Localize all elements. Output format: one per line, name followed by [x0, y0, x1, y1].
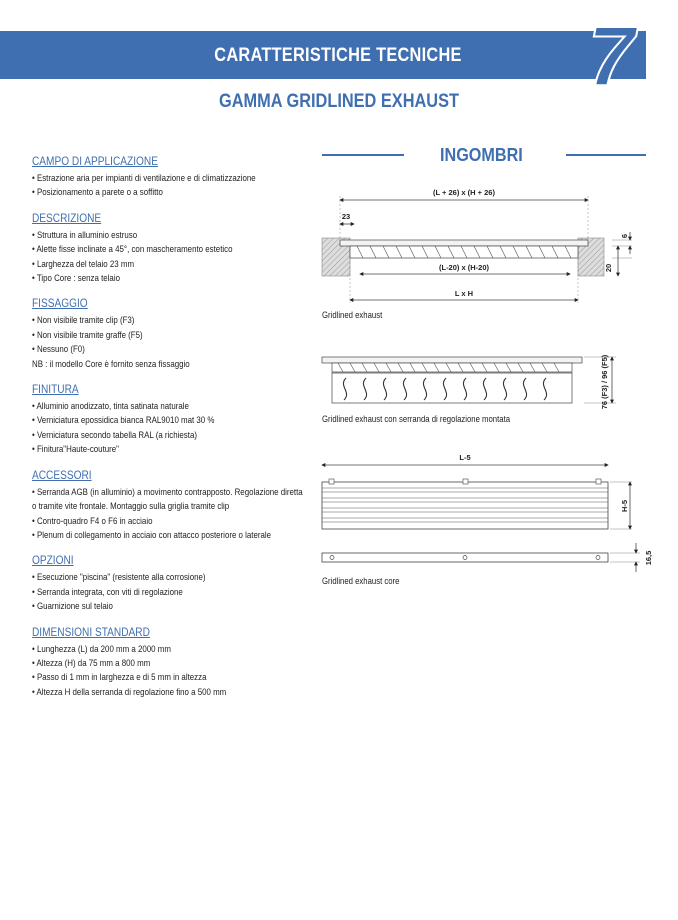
list-item: NB : il modello Core è fornito senza fissaggio [32, 358, 190, 369]
list-item: • Plenum di collegamento in acciaio con attacco posteriore o laterale [32, 529, 272, 540]
list-item: • Non visibile tramite clip (F3) [32, 315, 135, 326]
dim-damper-depth: 76 (F3) / 96 (F5) [600, 354, 609, 410]
section-title: FINITURA [32, 384, 79, 397]
list-item: • Altezza H della serranda di regolazione fino a 500 mm [32, 686, 227, 697]
caption-core: Gridlined exhaust core [322, 576, 400, 586]
list-item: • Non visibile tramite graffe (F5) [32, 329, 143, 340]
dim-inner: (L-20) x (H-20) [438, 263, 490, 272]
list-item: • Alluminio anodizzato, tinta satinata naturale [32, 401, 189, 412]
list-item: • Esecuzione "piscina" (resistente alla corrosione) [32, 572, 206, 583]
list-item: • Lunghezza (L) da 200 mm a 2000 mm [32, 643, 171, 654]
section-title: OPZIONI [32, 555, 74, 568]
list-item: • Verniciatura secondo tabella RAL (a richiesta) [32, 429, 197, 440]
caption-with-damper: Gridlined exhaust con serranda di regolazione montata [322, 414, 511, 424]
list-item: • Passo di 1 mm in larghezza e di 5 mm in altezza [32, 672, 207, 683]
dim-depth-small: 6 [620, 233, 629, 239]
section-title: DIMENSIONI STANDARD [32, 626, 150, 639]
dim-nominal: L x H [454, 289, 474, 298]
page-number: 7 [588, 9, 635, 103]
list-item: • Struttura in alluminio estruso [32, 229, 138, 240]
section-title: FISSAGGIO [32, 298, 88, 311]
dim-overall: (L + 26) x (H + 26) [433, 188, 495, 197]
dim-depth: 20 [604, 263, 613, 273]
list-item: • Altezza (H) da 75 mm a 800 mm [32, 657, 151, 668]
list-item: • Posizionamento a parete o a soffitto [32, 187, 163, 198]
list-item: • Tipo Core : senza telaio [32, 273, 120, 284]
list-item: • Alette fisse inclinate a 45°, con mascheramento estetico [32, 244, 233, 255]
list-item: • Verniciatura epossidica bianca RAL9010 mat 30 % [32, 415, 215, 426]
list-item: • Contro-quadro F4 o F6 in acciaio [32, 515, 153, 526]
dim-core-depth: 16,5 [644, 550, 653, 566]
drawing-gridlined-exhaust [322, 188, 632, 303]
drawing-core [322, 453, 653, 572]
dim-frame: 23 [341, 212, 351, 221]
dim-core-height: H-5 [620, 499, 629, 513]
list-item: • Finitura"Haute-couture" [32, 444, 119, 455]
page-subtitle: GAMMA GRIDLINED EXHAUST [219, 91, 459, 112]
section-title: DESCRIZIONE [32, 212, 102, 225]
list-item: • Serranda AGB (in alluminio) a movimento contrapposto. Regolazione diretta o tramite vite frontale. Montaggio sulla griglia tramite clip [32, 486, 303, 512]
caption-gridlined: Gridlined exhaust [322, 310, 383, 320]
list-item: • Estrazione aria per impianti di ventilazione e di climatizzazione [32, 173, 256, 183]
drawing-with-damper [322, 354, 616, 409]
ingombri-title: INGOMBRI [440, 145, 523, 165]
dim-core-length: L-5 [459, 453, 471, 462]
section-title: CAMPO DI APPLICAZIONE [32, 156, 158, 168]
list-item: • Larghezza del telaio 23 mm [32, 258, 135, 269]
section-title: ACCESSORI [32, 469, 92, 482]
page-title: CARATTERISTICHE TECNICHE [214, 45, 462, 66]
list-item: • Serranda integrata, con viti di regolazione [32, 586, 183, 597]
list-item: • Nessuno (F0) [32, 344, 85, 355]
list-item: • Guarnizione sul telaio [32, 601, 113, 612]
